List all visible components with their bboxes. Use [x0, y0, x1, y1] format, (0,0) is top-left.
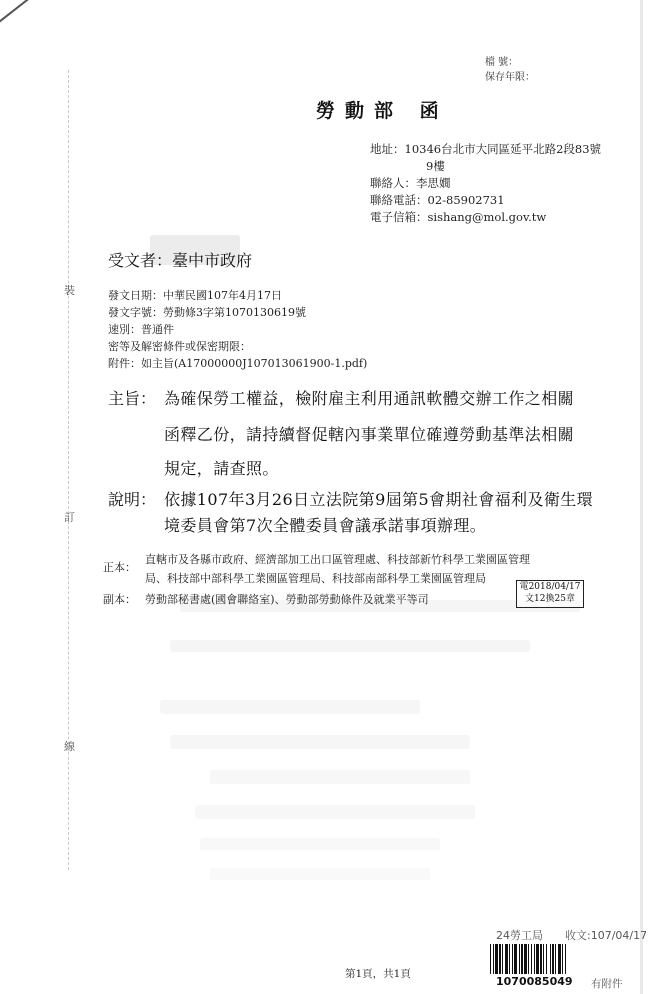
document-title: 勞動部 函 [316, 100, 449, 122]
bleed-through-mark [210, 770, 470, 784]
bleed-through-mark [160, 700, 420, 714]
barcode-bar [540, 944, 542, 974]
barcode-bar [490, 944, 491, 974]
stamp-line-1: 電2018/04/17 [519, 582, 581, 592]
subject-line-2: 函釋乙份，請持續督促轄內事業單位確遵勞動基準法相關 [164, 425, 575, 444]
subject-line-3: 規定，請查照。 [164, 459, 279, 478]
barcode-bar [521, 944, 523, 974]
explanation-line-2: 境委員會第7次全體委員會議承諾事項辦理。 [164, 516, 487, 535]
barcode-bar [505, 944, 508, 974]
electronic-exchange-stamp [516, 580, 584, 608]
secrecy-level: 密等及解密條件或保密期限： [108, 340, 251, 353]
bleed-through-mark [170, 735, 470, 749]
barcode-bar [550, 944, 551, 974]
recipient: 受文者：臺中市政府 [108, 251, 253, 270]
scan-corner-fold [0, 0, 46, 30]
barcode-bar [509, 944, 510, 974]
bleed-through-mark [170, 640, 530, 652]
address-line-2: 9樓 [426, 159, 445, 173]
original-recipients-label: 正本： [103, 561, 136, 574]
barcode-bar [546, 944, 547, 974]
barcode-bar [524, 944, 527, 974]
binding-mark-ding: 訂 [64, 511, 75, 524]
original-recipients-line-2: 局、科技部中部科學工業園區管理局、科技部南部科學工業園區管理局 [145, 572, 486, 585]
document-number: 發文字號：勞動條3字第1070130619號 [108, 306, 306, 319]
subject-label: 主旨： [108, 389, 157, 408]
barcode-bar [528, 944, 529, 974]
barcode-bar [502, 944, 503, 974]
copy-recipients-label: 副本： [103, 593, 136, 606]
binding-mark-zhuang: 裝 [64, 284, 75, 297]
delivery-speed: 速別：普通件 [108, 323, 174, 336]
barcode-bar [552, 944, 554, 974]
barcode-bar [519, 944, 520, 974]
barcode-number: 1070085049 [496, 975, 573, 988]
file-number-label: 檔 號： [485, 57, 519, 68]
attachment-flag: 有附件 [591, 978, 623, 990]
address-line-1: 地址：10346台北市大同區延平北路2段83號 [370, 142, 602, 156]
receipt-barcode [490, 944, 625, 974]
contact-email: 電子信箱：sishang@mol.gov.tw [370, 210, 547, 224]
stamp-line-2: 文12換25章 [525, 594, 575, 604]
barcode-bar [499, 944, 501, 974]
barcode-bar [493, 944, 494, 974]
page-number: 第1頁，共1頁 [345, 968, 411, 980]
explanation-line-1: 依據107年3月26日立法院第9屆第5會期社會福利及衛生環 [164, 490, 594, 509]
barcode-bar [495, 944, 498, 974]
barcode-bar [555, 944, 556, 974]
issue-date: 發文日期：中華民國107年4月17日 [108, 289, 282, 302]
barcode-bar [558, 944, 561, 974]
bleed-through-mark [200, 838, 440, 850]
binding-mark-xian: 線 [64, 740, 75, 753]
receiving-agency: 24勞工局 [496, 929, 543, 942]
copy-recipients-line: 勞動部秘書處(國會聯絡室)、勞動部勞動條件及就業平等司 [145, 593, 429, 606]
receipt-date: 收文:107/04/17 [565, 929, 648, 942]
bleed-through-mark [210, 868, 430, 880]
barcode-bar [565, 944, 566, 974]
barcode-bar [536, 944, 539, 974]
bleed-through-mark [195, 805, 475, 819]
explanation-label: 說明： [108, 490, 157, 509]
barcode-bar [543, 944, 544, 974]
retention-period-label: 保存年限： [485, 72, 535, 83]
contact-person: 聯絡人：李思嫺 [370, 176, 451, 190]
subject-line-1: 為確保勞工權益，檢附雇主利用通訊軟體交辦工作之相關 [164, 389, 575, 408]
barcode-bar [514, 944, 517, 974]
attachment: 附件：如主旨(A17000000J107013061900-1.pdf) [108, 357, 368, 370]
barcode-bar [531, 944, 532, 974]
barcode-bar [562, 944, 563, 974]
barcode-bar [534, 944, 535, 974]
scan-edge-shadow [640, 0, 643, 994]
original-recipients-line-1: 直轄市及各縣市政府、經濟部加工出口區管理處、科技部新竹科學工業園區管理 [145, 553, 530, 566]
barcode-bar [512, 944, 513, 974]
contact-phone: 聯絡電話：02-85902731 [370, 193, 505, 207]
